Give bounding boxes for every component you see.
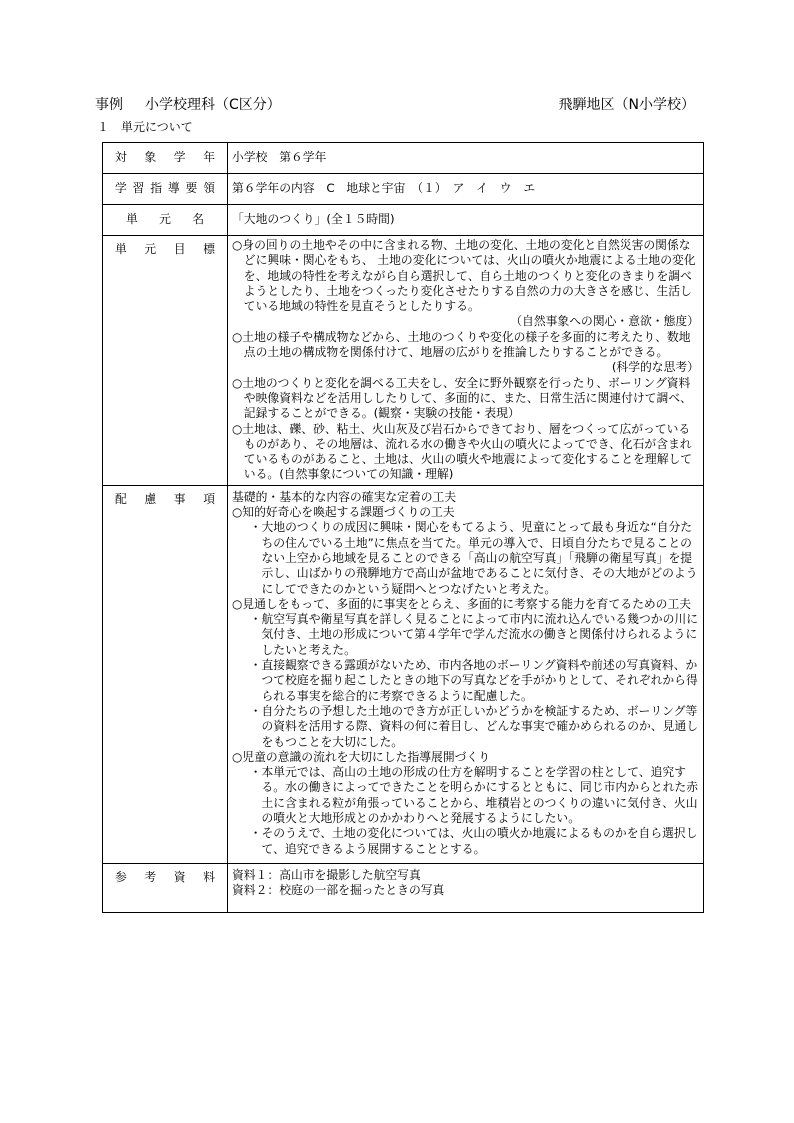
notes-label: 配慮事項 — [115, 491, 215, 506]
notes-line: ○児童の意識の流れを大切にした指導展開づくり — [232, 749, 491, 764]
notes-line: ○見通しをもって、多面的に事実をとらえ、多面的に考察する能力を育てるための工夫 — [232, 596, 692, 611]
case-title — [95, 94, 281, 114]
goal-item: ○身の回りの土地やその中に含まれる物、土地の変化、土地の変化と自然災害の関係などに興味・関心をもち、 土地の変化については、火山の噴火か地震による土地の変化を、地域の特性を考えながら自ら選択して、自ら土地のつくりと変化のきまりを調べようとしたり、土地をつくったり変化させたりする自然の力の大きさを感じ、生活している地域の特性を見直そうとしたりする。 （自然事象への関心・意欲・態度） — [232, 238, 699, 329]
row-notes — [103, 485, 704, 863]
notes-line: ・大地のつくりの成因に興味・関心をもてるよう、児童にとって最も身近な“自分たちの住んでいる土地”に焦点を当てた。単元の導入で、日頃自分たちで見ることのない上空から地域を見ることのできる「高山の航空写真」「飛騨の衛星写真」を提示し、山ばかりの飛騨地方で高山が盆地であることに気付き、その大地がどのようにしてできたのかという疑問へとつなげたいと考えた。 — [249, 520, 698, 596]
goals-label: 単元目標 — [115, 242, 215, 256]
row-grade — [103, 143, 704, 174]
goals-content — [228, 236, 704, 486]
goal-tag: (自然事象についての知識・理解) — [279, 467, 454, 482]
notes-label-cell — [103, 485, 228, 863]
notes-line: ・本単元では、高山の土地の形成の仕方を解明することを学習の柱として、追究する。水の働きによってできたことを明らかにするとともに、同じ市内からとれた赤土に含まれる粒が角張っていることから、堆積岩とのつくりの違いに気付き、火山の噴火と大地形成とのかかわりへと発展するようにしたい。 — [249, 765, 698, 825]
reference-item: 資料１：高山市を撮影した航空写真 — [232, 867, 421, 882]
guideline-value: 第６学年の内容 C 地球と宇宙 （１） ア イ ウ エ — [228, 174, 704, 205]
goal-tag: (観察・実験の技能・表現） — [373, 406, 520, 421]
case-label: 事例 — [95, 97, 123, 113]
notes-line: 基礎的・基本的な内容の確実な定着の工夫 — [232, 489, 457, 504]
goal-item: ○土地は、礫、砂、粘土、火山灰及び岩石からできており、層をつくって広がっているものがあり、その地層は、流れる水の働きや火山の噴火によってでき、化石が含まれているものがあること、土地は、火山の噴火や地震によって変化することを理解している。(自然事象についての知識・理解) — [232, 421, 693, 482]
row-goals — [103, 236, 704, 486]
section-heading — [97, 118, 193, 135]
goal-item: ○土地のつくりと変化を調べる工夫をし、安全に野外観察を行ったり、ボーリング資料や映像資料などを活用ししたりして、多面的に、また、日常生活に関連付けて調べ、記録することができる。(観察・実験の技能・表現） — [232, 375, 692, 421]
guideline-label: 学習指導要領 — [115, 181, 215, 196]
goal-tag: （自然事象への関心・意欲・態度） — [510, 314, 699, 329]
goals-label-cell — [103, 236, 228, 486]
unit-info-table — [102, 142, 704, 913]
section-title: 単元について — [121, 120, 193, 134]
row-guideline — [103, 174, 704, 205]
grade-label: 対象学年 — [115, 150, 215, 165]
references-label: 参考資料 — [115, 869, 215, 884]
notes-line: ・自分たちの予想した土地のでき方が正しいかどうかを検証するため、ボーリング等の資料を活用する際、資料の何に着目し、どんな事実で確かめられるのか、見通しをもつことを大切にした。 — [249, 703, 698, 749]
unit-label: 単元名 — [126, 212, 204, 227]
reference-item: 資料２：校庭の一部を掘ったときの写真 — [232, 883, 445, 898]
unit-label-cell — [103, 205, 228, 236]
goal-item: ○土地の様子や構成物などから、土地のつくりや変化の様子を多面的に考えたり、数地点の土地の構成物を関係付けて、地層の広がりを推論したりすることができる。 (科学的な思考） — [232, 329, 699, 375]
subject-label: 小学校理科（C区分） — [145, 97, 281, 113]
goal-tag: (科学的な思考） — [611, 360, 699, 375]
guideline-label-cell — [103, 174, 228, 205]
row-references — [103, 863, 704, 913]
unit-value: 「大地のつくり」(全１５時間) — [228, 205, 704, 236]
references-label-cell — [103, 863, 228, 913]
region-school-label: 飛騨地区（N小学校） — [558, 97, 695, 113]
notes-line: ・航空写真や衛星写真を詳しく見ることによって市内に流れ込んでいる幾つかの川に気付き、土地の形成について第４学年で学んだ流水の働きと関係付けられるようにしたいと考えた。 — [249, 612, 698, 657]
grade-value: 小学校 第６学年 — [228, 143, 704, 174]
notes-line: ・直接観察できる露頭がないため、市内各地のボーリング資料や前述の写真資料、かつて校庭を掘り起こしたときの地下の写真などを手がかりとして、それぞれから得られる事実を総合的に考察できるように配慮した。 — [249, 658, 698, 703]
notes-line: ・そのうえで、土地の変化については、火山の噴火か地震によるものかを自ら選択して、追究できるよう展開することとする。 — [249, 826, 698, 856]
notes-content — [228, 485, 704, 863]
page-header — [95, 94, 695, 114]
section-number: １ — [97, 120, 110, 134]
grade-label-cell — [103, 143, 228, 174]
notes-line: ○知的好奇心を喚起する課題づくりの工夫 — [232, 505, 455, 520]
references-content — [228, 863, 704, 913]
row-unit-name — [103, 205, 704, 236]
